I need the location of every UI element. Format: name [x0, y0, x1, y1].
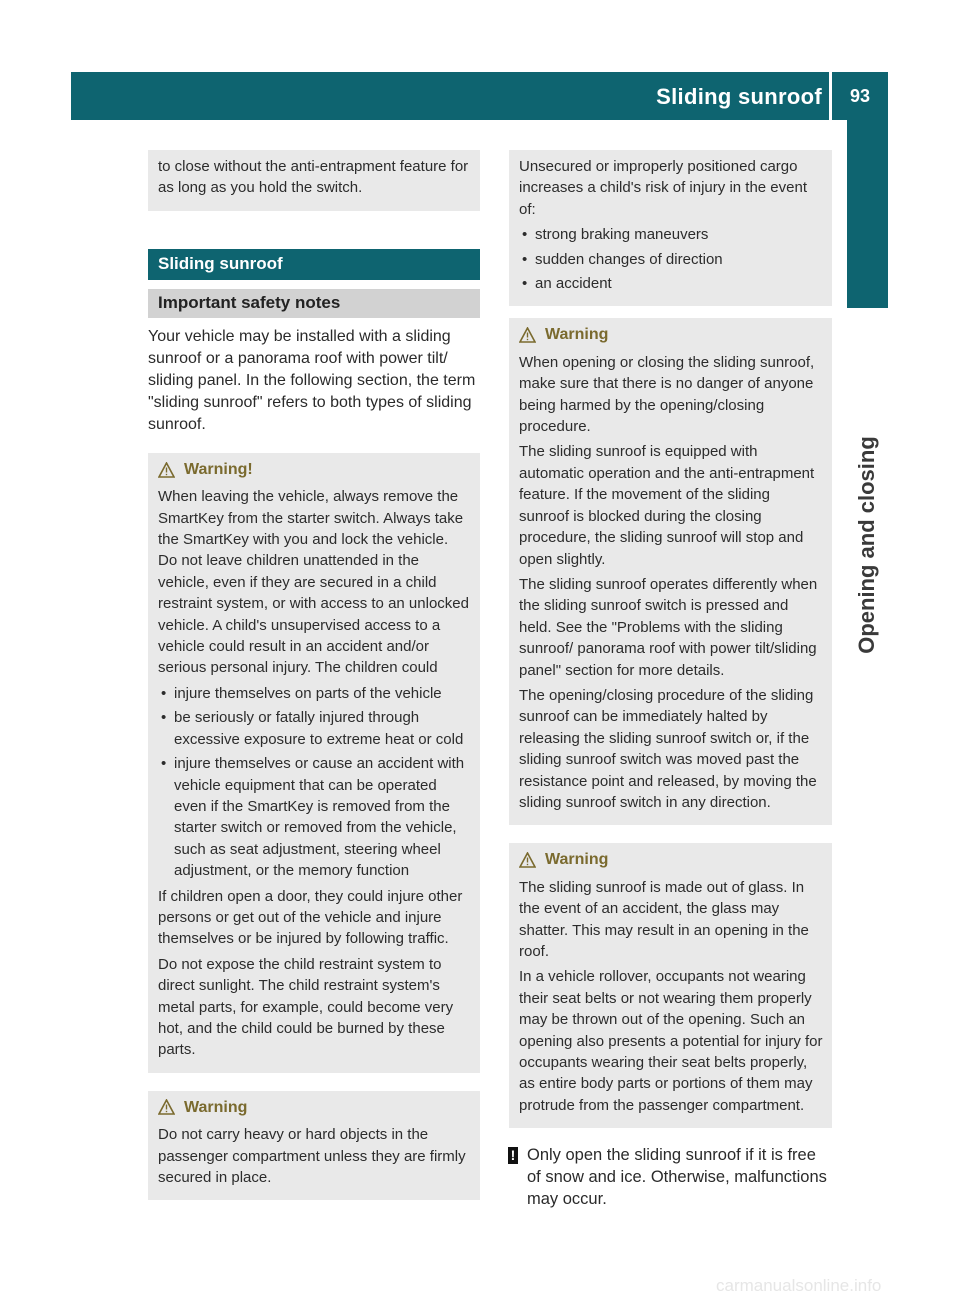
list-item: • an accident [519, 273, 823, 294]
warning-box-3 [509, 318, 832, 825]
warning-triangle-icon [158, 462, 175, 478]
watermark: carmanualsonline.info [716, 1276, 882, 1295]
subheading: Important safety notes [148, 289, 480, 318]
warning-text: The sliding sunroof is equipped with automatic operation and the anti-entrapment feature. If the movement of the sliding sunroof is blocked during the closing procedure, the sliding sunroof will stop and open slightly. [519, 443, 815, 568]
section-heading: Sliding sunroof [148, 249, 480, 280]
warning-heading [158, 1097, 471, 1118]
warning-title: Warning [545, 326, 609, 344]
warning-text: The opening/closing procedure of the sliding sunroof can be immediately halted by releasing the sliding sunroof switch or, if the sliding sunroof switch was moved past the resistance point and released, by moving the sliding sunroof switch in any direction. [519, 686, 817, 811]
warning-triangle-icon [158, 1099, 175, 1115]
warning-text: In a vehicle rollover, occupants not wearing their seat belts or not wearing them properly may be thrown out of the opening. Such an opening also presents a potential for injury for occupants wearing their seat belts properly, as entire body parts or portions of them may protrude from the passenger compartment. [519, 968, 823, 1114]
warning-text: When leaving the vehicle, always remove the SmartKey from the starter switch. Always take the SmartKey with you and lock the vehicle. Do not leave children unattended in the vehicle, even if they are secured in a child restraint system, or with access to an unlocked vehicle. A child's unsupervised access to a vehicle could result in an accident and/or serious personal injury. The children could [158, 488, 469, 677]
right-column [509, 150, 832, 1210]
warning-box-2 [148, 1091, 480, 1201]
note-block [509, 1144, 832, 1210]
intro-box [148, 150, 480, 211]
header-title: Sliding sunroof [656, 84, 822, 109]
warning-list [158, 683, 471, 882]
warning-list [519, 224, 823, 294]
page-header [71, 72, 888, 120]
warning-text: Do not expose the child restraint system to direct sunlight. The child restraint system's metal parts, for example, could become very hot, and the child could be burned by these parts. [158, 955, 454, 1059]
warning-title: Warning! [184, 460, 253, 478]
list-item: • be seriously or fatally injured through excessive exposure to extreme heat or cold [158, 707, 471, 750]
exclamation-icon: ! [508, 1147, 518, 1164]
warning-heading [519, 849, 823, 870]
header-divider [829, 72, 832, 120]
warning-text: The sliding sunroof operates differently when the sliding sunroof switch is pressed and held. See the "Problems with the sliding sunroof/ panorama roof with power tilt/sliding panel" section for more details. [519, 575, 818, 679]
warning-text: Do not carry heavy or hard objects in the passenger compartment unless they are firmly secured in place. [158, 1126, 466, 1186]
list-item: • injure themselves on parts of the vehicle [158, 683, 471, 704]
note-text: Only open the sliding sunroof if it is free of snow and ice. Otherwise, malfunctions may occur. [527, 1146, 827, 1209]
warning-text: If children open a door, they could injure other persons or get out of the vehicle and injure themselves or be injured by following traffic. [158, 887, 463, 948]
side-tab-label: Opening and closing [854, 436, 879, 654]
warning-box-1 [148, 453, 480, 1073]
warning-triangle-icon [519, 852, 536, 868]
warning-text: When opening or closing the sliding sunroof, make sure that there is no danger of anyone being harmed by the opening/closing procedure. [519, 353, 815, 436]
side-tab-marker [847, 120, 888, 308]
warning-heading [158, 459, 471, 480]
warning-heading [519, 324, 823, 345]
warning-triangle-icon [519, 327, 536, 343]
warning-box-4 [509, 843, 832, 1128]
warning-text: Unsecured or improperly positioned cargo increases a child's risk of injury in the event of: [519, 158, 807, 218]
warning-text: The sliding sunroof is made out of glass. In the event of an accident, the glass may shatter. This may result in an opening in the roof. [519, 878, 809, 960]
intro-text: to close without the anti-entrapment feature for as long as you hold the switch. [158, 158, 469, 197]
body-paragraph: Your vehicle may be installed with a sliding sunroof or a panorama roof with power tilt/ sliding panel. In the following section, the term "sliding sunroof" refers to both types of sliding sunroof. [148, 327, 476, 433]
warning-title: Warning [184, 1098, 248, 1116]
continued-box [509, 150, 832, 306]
warning-title: Warning [545, 851, 609, 869]
left-column [148, 150, 480, 1200]
list-item: • strong braking maneuvers [519, 224, 823, 245]
list-item: • injure themselves or cause an accident with vehicle equipment that can be operated even if the SmartKey is removed from the starter switch or removed from the vehicle, such as seat adjustment, steering wheel adjustment, or the memory function [158, 753, 471, 881]
page-number: 93 [849, 86, 870, 106]
list-item: • sudden changes of direction [519, 249, 823, 270]
